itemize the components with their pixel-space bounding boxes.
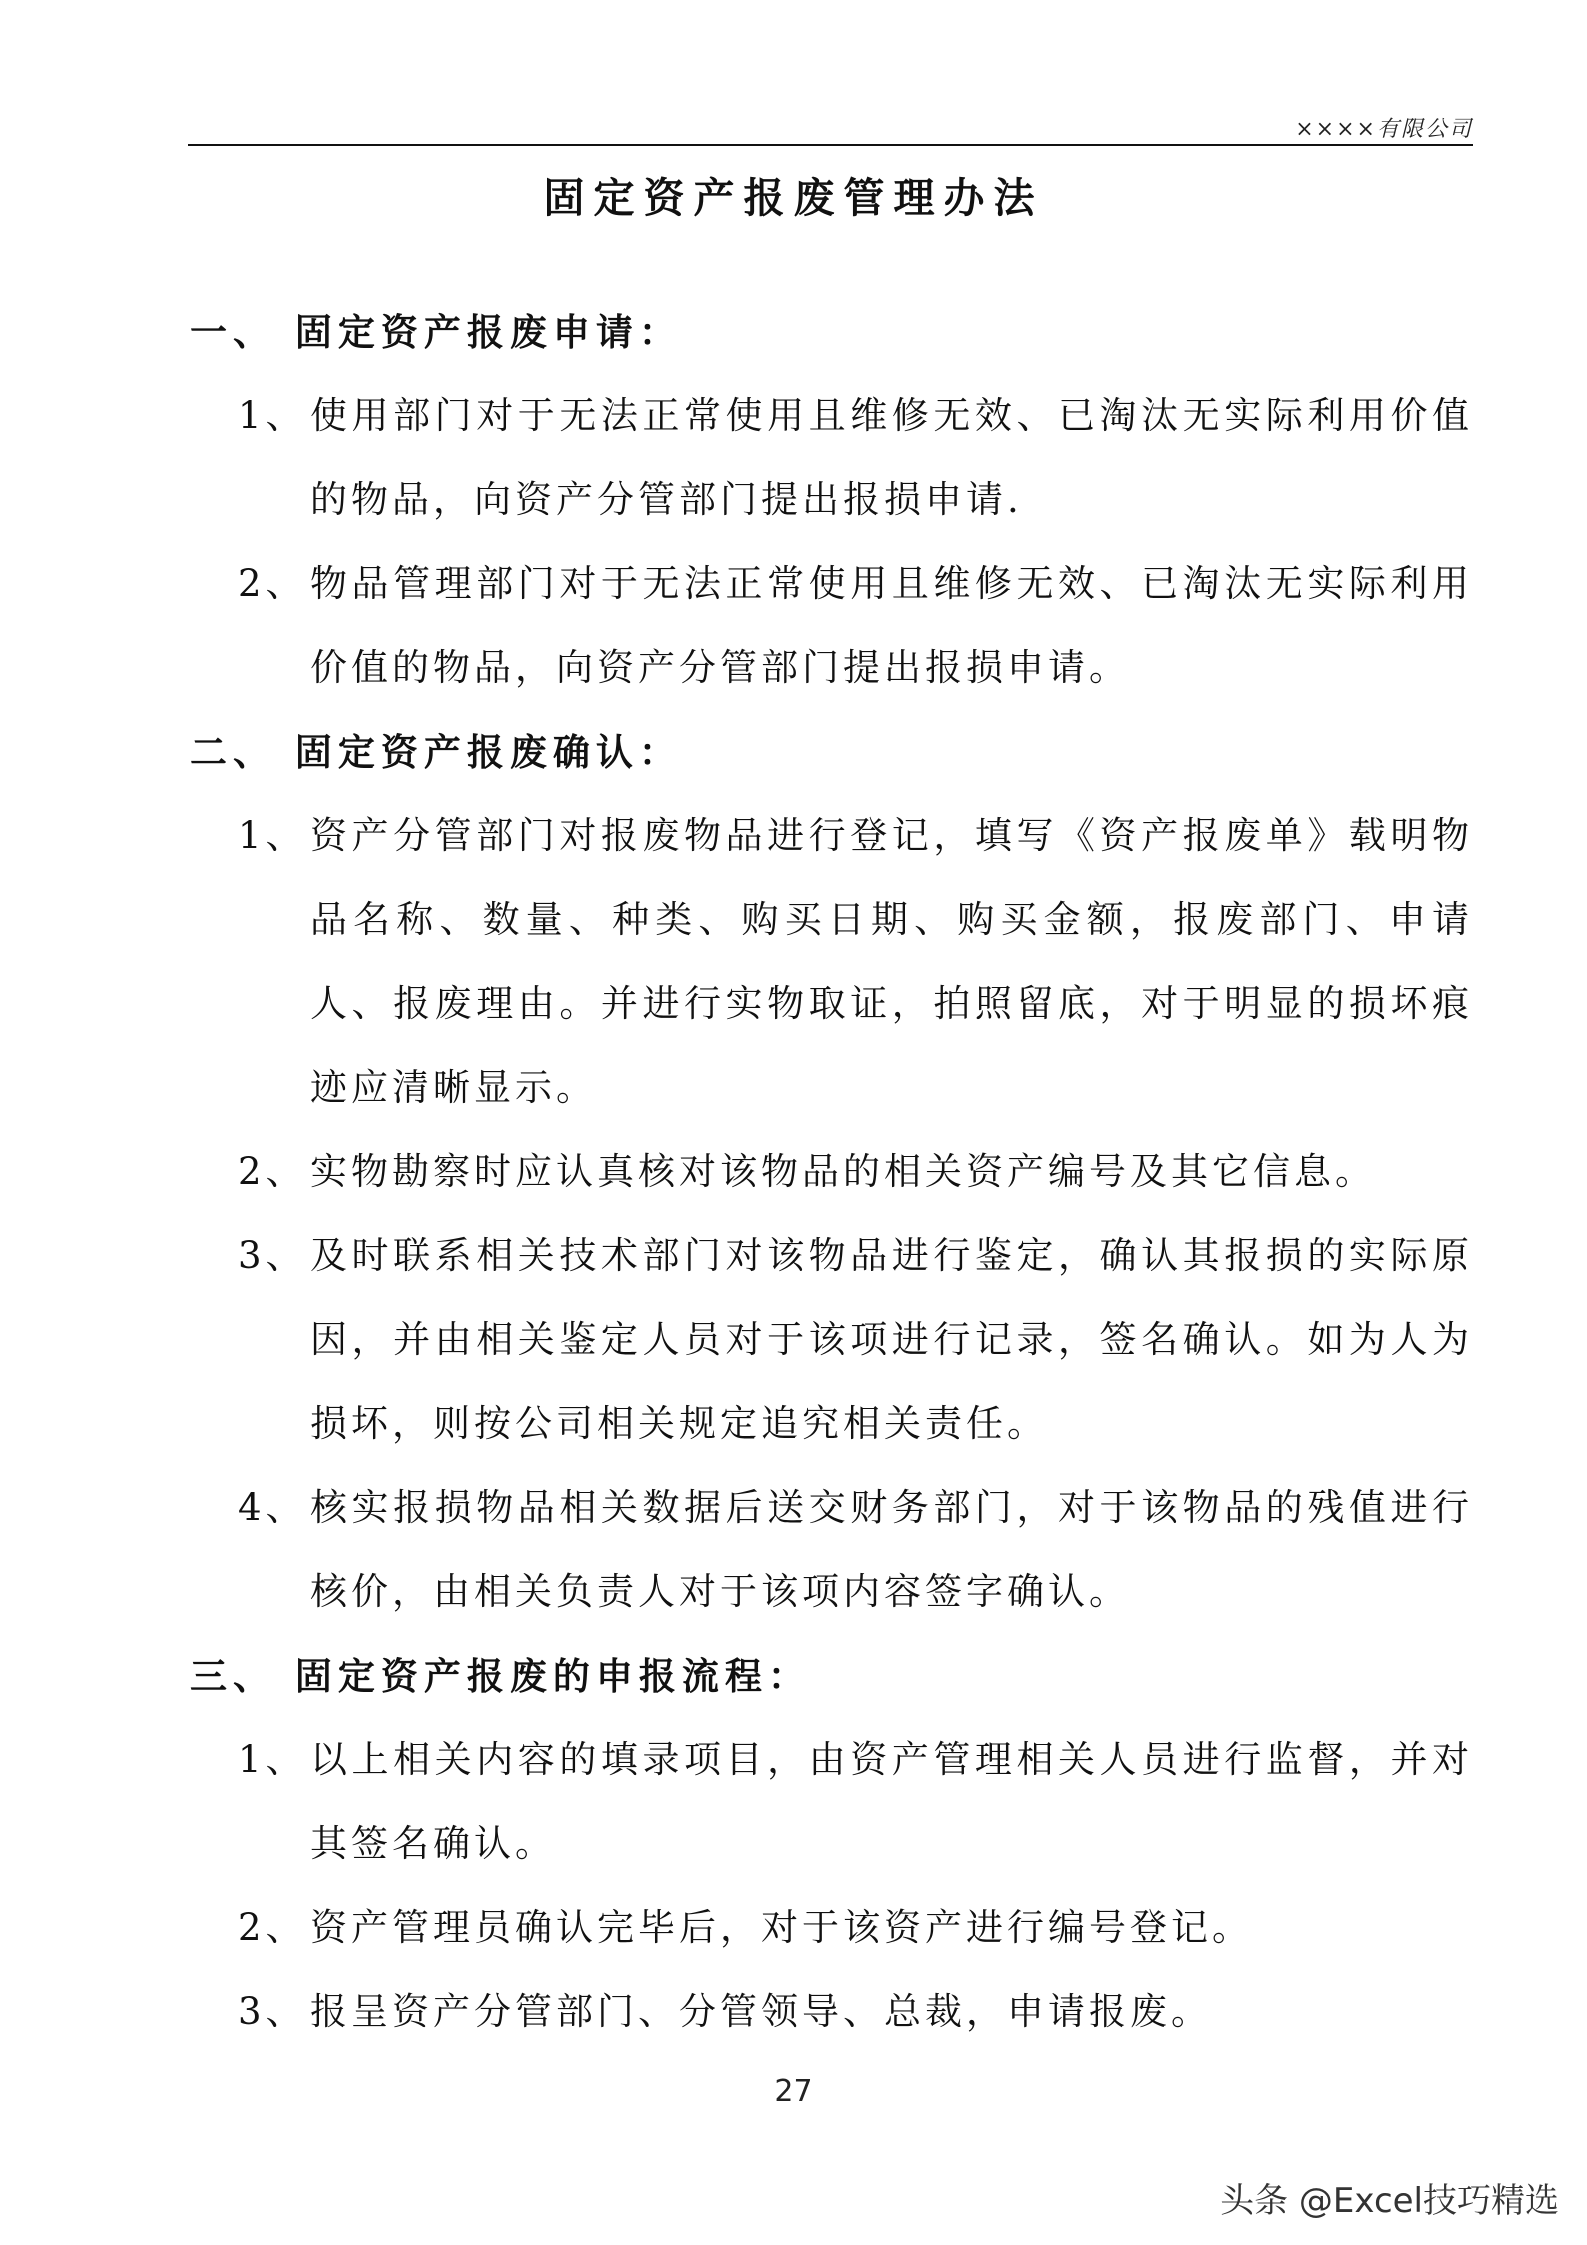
list-item [238, 374, 1473, 542]
source-watermark: 头条 @Excel技巧精选 [1220, 2181, 1559, 2221]
list-item [238, 542, 1473, 710]
list-item-text: 核实报损物品相关数据后送交财务部门，对于该物品的残值进行核价，由相关负责人对于该项内容签字确认。 [310, 1486, 1473, 1613]
list-item [238, 1970, 1473, 2054]
list-item-number: 2、 [238, 1906, 307, 1949]
section-heading: 二、 固定资产报废确认： [190, 730, 682, 774]
list-item-number: 3、 [238, 1234, 307, 1277]
list-item [238, 794, 1473, 1130]
list-item-number: 3、 [238, 1990, 307, 2033]
list-item [238, 1130, 1473, 1214]
section-heading: 一、 固定资产报废申请： [190, 310, 682, 354]
header-divider [188, 144, 1473, 146]
list-item-number: 4、 [238, 1486, 307, 1529]
list-item [238, 1718, 1473, 1886]
section-heading: 三、 固定资产报废的申报流程： [190, 1654, 811, 1698]
list-item-number: 1、 [238, 1738, 307, 1781]
list-item-number: 2、 [238, 1150, 307, 1193]
list-item [238, 1214, 1473, 1466]
list-item-text: 使用部门对于无法正常使用且维修无效、已淘汰无实际利用价值的物品，向资产分管部门提出报损申请. [310, 394, 1473, 521]
list-item-text: 物品管理部门对于无法正常使用且维修无效、已淘汰无实际利用价值的物品，向资产分管部门提出报损申请。 [310, 562, 1473, 689]
list-item-text: 报呈资产分管部门、分管领导、总裁，申请报废。 [310, 1990, 1212, 2033]
list-item-number: 2、 [238, 562, 307, 605]
list-item-number: 1、 [238, 394, 307, 437]
list-item-number: 1、 [238, 814, 307, 857]
list-item-text: 资产分管部门对报废物品进行登记，填写《资产报废单》载明物品名称、数量、种类、购买日期、购买金额，报废部门、申请人、报废理由。并进行实物取证，拍照留底，对于明显的损坏痕迹应清晰显示。 [310, 814, 1473, 1109]
document-title: 固定资产报废管理办法 [543, 174, 1044, 222]
list-item-text: 资产管理员确认完毕后，对于该资产进行编号登记。 [310, 1906, 1253, 1949]
page-number: 27 [774, 2074, 813, 2109]
list-item-text: 及时联系相关技术部门对该物品进行鉴定，确认其报损的实际原因，并由相关鉴定人员对于该项进行记录，签名确认。如为人为损坏，则按公司相关规定追究相关责任。 [310, 1234, 1473, 1445]
list-item-text: 实物勘察时应认真核对该物品的相关资产编号及其它信息。 [310, 1150, 1376, 1193]
list-item [238, 1466, 1473, 1634]
header-company-name: ××××有限公司 [1295, 117, 1473, 142]
list-item [238, 1886, 1473, 1970]
list-item-text: 以上相关内容的填录项目，由资产管理相关人员进行监督，并对其签名确认。 [310, 1738, 1473, 1865]
